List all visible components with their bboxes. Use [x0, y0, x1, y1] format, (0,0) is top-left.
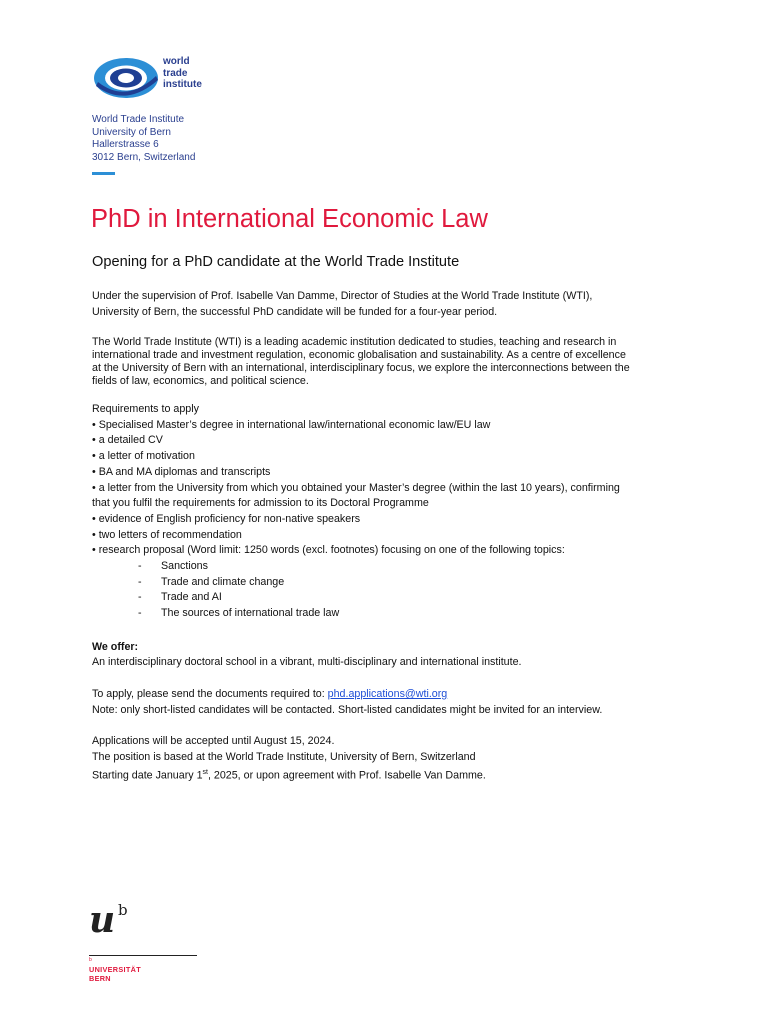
topic-label: Sanctions [161, 560, 208, 572]
address-line: 3012 Bern, Switzerland [92, 151, 196, 163]
apply-line [92, 688, 692, 701]
topic-dash: - [138, 560, 142, 572]
requirement-item: that you fulfil the requirements for admission to its Doctoral Programme [92, 497, 429, 510]
unibe-logo-small-b: b [89, 957, 92, 963]
address-line: Hallerstrasse 6 [92, 139, 159, 151]
unibe-logo-name [89, 966, 141, 984]
apply-section [92, 688, 692, 717]
start-prefix: Starting date January 1 [92, 769, 203, 782]
requirement-item: • a letter of motivation [92, 450, 195, 463]
deadline-text: Applications will be accepted until August 15, 2024. [92, 735, 335, 747]
requirement-item: • a letter from the University from which you obtained your Master’s degree (within the last 10 years), confirming [92, 481, 620, 494]
wti-logo-word: world [163, 56, 190, 67]
about-paragraph [92, 336, 692, 388]
wti-logo [92, 54, 232, 102]
requirement-item: • a detailed CV [92, 434, 163, 447]
requirement-item: • Specialised Master’s degree in international law/international economic law/EU law [92, 418, 491, 431]
unibe-logo-name-line: UNIVERSITÄT [89, 965, 141, 974]
closing-section [92, 735, 692, 782]
unibe-logo-name-line: BERN [89, 973, 111, 983]
topic-label: Trade and climate change [161, 575, 285, 588]
address-block [92, 114, 195, 164]
email-link[interactable]: phd.applications@wti.org [327, 688, 448, 700]
requirement-item: • research proposal (Word limit: 1250 words (excl. footnotes) focusing on one of the following topics: [92, 544, 565, 557]
intro-line: Under the supervision of Prof. Isabelle Van Damme, Director of Studies at the World Trade Institute (WTI), [92, 290, 593, 302]
requirements-section [92, 403, 692, 633]
requirement-item: • evidence of English proficiency for non-native speakers [92, 512, 361, 525]
topic-label: The sources of international trade law [161, 607, 340, 620]
address-line: World Trade Institute [92, 114, 185, 125]
intro-paragraph [92, 290, 692, 319]
intro-line: University of Bern, the successful PhD candidate will be funded for a four-year period. [92, 305, 498, 318]
topic-dash: - [138, 575, 142, 588]
page-title: PhD in International Economic Law [91, 205, 488, 233]
wti-logo-text [163, 56, 202, 91]
address-line: University of Bern [92, 126, 171, 138]
unibe-logo-u: u [89, 899, 116, 941]
page-subtitle: Opening for a PhD candidate at the World Trade Institute [92, 254, 460, 270]
wti-logo-word: trade [163, 67, 188, 79]
accent-divider [92, 172, 115, 175]
requirement-item: • two letters of recommendation [92, 528, 242, 541]
wti-logo-center [118, 73, 134, 83]
about-line: international trade and investment regulation, economic globalisation and sustainability. As a centre of excellence [92, 348, 626, 361]
about-line: The World Trade Institute (WTI) is a leading academic institution dedicated to studies, teaching and research in [92, 336, 617, 348]
apply-note: Note: only short-listed candidates will be contacted. Short-listed candidates might be invited for an interview. [92, 703, 603, 716]
unibe-logo-rule [89, 955, 197, 956]
unibe-logo-b: b [118, 901, 128, 919]
about-line: fields of law, economics, and political science. [92, 374, 309, 387]
start-sup: st [202, 768, 208, 776]
offer-heading: We offer: [92, 641, 139, 653]
wti-logo-word: institute [163, 79, 202, 90]
offer-section [92, 641, 692, 669]
topic-label: Trade and AI [161, 591, 222, 604]
topic-dash: - [138, 607, 142, 620]
apply-prefix: To apply, please send the documents required to: [92, 688, 328, 700]
location-text: The position is based at the World Trade Institute, University of Bern, Switzerland [92, 750, 476, 763]
about-line: at the University of Bern with an international, interdisciplinary focus, we explore the interconnections between the [92, 361, 630, 374]
topic-dash: - [138, 591, 142, 604]
requirement-item: • BA and MA diplomas and transcripts [92, 465, 271, 478]
start-suffix: , 2025, or upon agreement with Prof. Isabelle Van Damme. [207, 769, 486, 782]
offer-text: An interdisciplinary doctoral school in a vibrant, multi-disciplinary and international institute. [92, 655, 522, 668]
start-date-text [92, 767, 692, 782]
requirements-heading: Requirements to apply [92, 403, 199, 415]
